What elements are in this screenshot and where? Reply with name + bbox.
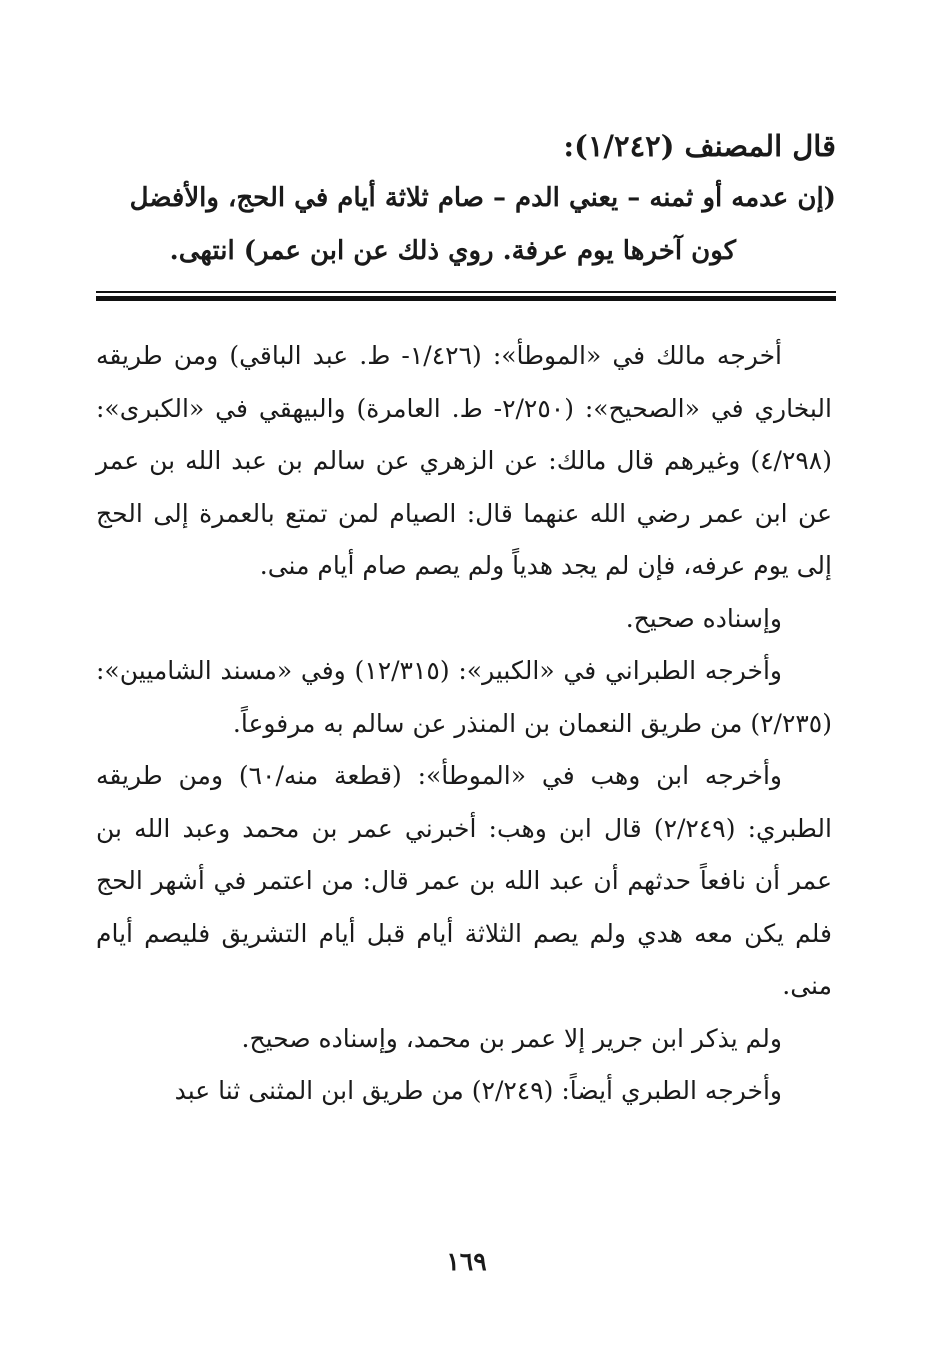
divider-thin [96,291,836,293]
paragraph-isnad-1: وإسناده صحيح. [625,603,782,633]
paragraph-ibn-jarir: ولم يذكر ابن جرير إلا عمر بن محمد، وإسناده صحيح. [241,1023,782,1053]
page-number: ١٦٩ [446,1247,487,1276]
quote-line-1: (إن عدمه أو ثمنه – يعني الدم – صام ثلاثة أيام في الحج، والأفضل [129,183,836,213]
section-heading: قال المصنف (١/٢٤٢): [563,129,836,163]
quote-line-2: كون آخرها يوم عرفة. روي ذلك عن ابن عمر) انتهى. [169,236,736,266]
paragraph-tabari: وأخرجه الطبري أيضاً: (٢/٢٤٩) من طريق ابن المثنى ثنا عبد [174,1076,782,1105]
divider-thick [96,296,836,301]
commentary-body [96,330,832,1118]
paragraph-malik: أخرجه مالك في «الموطأ»: (١/٤٢٦- ط. عبد الباقي) ومن طريقه البخاري في «الصحيح»: (٢/٢٥٠- ط. العامرة) والبيهقي في «الكبرى»: (٤/٢٩٨) وغيرهم قال مالك: عن الزهري عن سالم بن عبد الله بن عمر عن ابن عمر رضي الله عنهما قال: الصيام لمن تمتع بالعمرة إلى الحج إلى يوم عرفه، فإن لم يجد هدياً ولم يصم صام أيام منى. [96,341,832,580]
quoted-text [90,172,836,278]
paragraph-tabarani: وأخرجه الطبراني في «الكبير»: (١٢/٣١٥) وفي «مسند الشاميين»: (٢/٢٣٥) من طريق النعمان بن المنذر عن سالم به مرفوعاً. [96,656,832,738]
paragraph-ibn-wahb: وأخرجه ابن وهب في «الموطأ»: (قطعة منه/٦٠) ومن طريقه الطبري: (٢/٢٤٩) قال ابن وهب: أخبرني عمر بن محمد وعبد الله بن عمر أن نافعاً حدثهم أن عبد الله بن عمر قال: من اعتمر في أشهر الحج فلم يكن معه هدي ولم يصم الثلاثة أيام قبل أيام التشريق فليصم أيام منى. [96,761,832,1000]
